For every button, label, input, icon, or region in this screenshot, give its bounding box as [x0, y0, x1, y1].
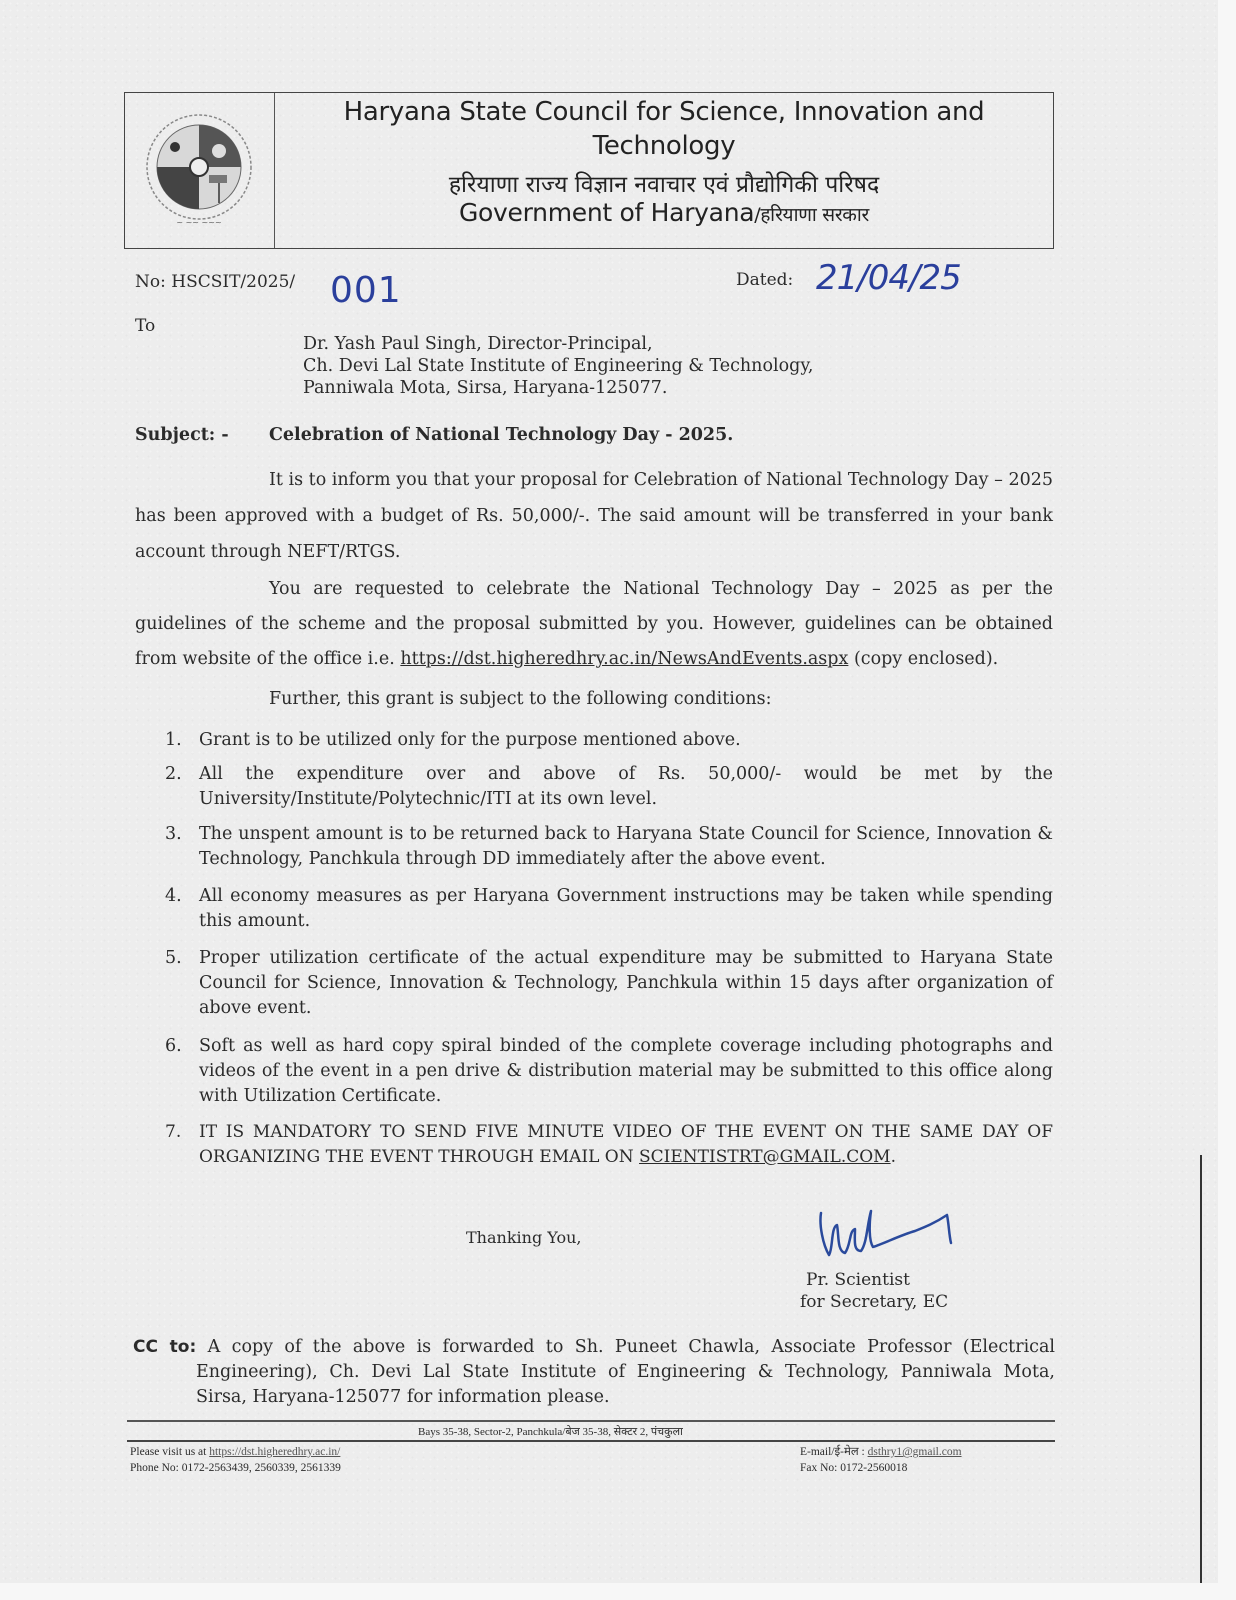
recipient-line: Dr. Yash Paul Singh, Director-Principal,: [303, 334, 653, 354]
thanking-you: Thanking You,: [466, 1228, 582, 1247]
condition-text: Soft as well as hard copy spiral binded of the complete coverage including photographs and videos of the event in a pen drive & distribution material may be submitted to this office along with Utilization Certificate.: [199, 1036, 1053, 1106]
footer-divider-bottom: [127, 1440, 1055, 1442]
government-english: Government of Haryana: [458, 198, 755, 227]
footer-address: Bays 35-38, Sector-2, Panchkula/बेज 35-38, सेक्टर 2, पंचकुला: [418, 1426, 683, 1438]
email-label: E-mail/ई-मेल :: [800, 1446, 868, 1458]
government-hindi: /हरियाणा सरकार: [754, 204, 869, 226]
paragraph-guidelines: [135, 572, 1053, 677]
paragraph-approval: [135, 462, 1053, 570]
guidelines-link[interactable]: https://dst.higheredhry.ac.in/NewsAndEvents.aspx: [400, 649, 849, 669]
svg-text:~ ~~ ~~~: ~ ~~ ~~~: [176, 218, 222, 227]
condition-number: 5.: [165, 948, 182, 968]
government-line: [275, 198, 1053, 227]
scan-edge-line: [1200, 1155, 1202, 1583]
footer-email-link[interactable]: dsthry1@gmail.com: [867, 1446, 962, 1458]
footer-phone: Phone No: 0172-2563439, 2560339, 2561339: [130, 1462, 341, 1474]
video-email-link[interactable]: SCIENTISTRT@GMAIL.COM: [639, 1147, 891, 1167]
condition-text: All the expenditure over and above of Rs. 50,000/- would be met by the University/Institute/Polytechnic/ITI at its own level.: [199, 764, 1053, 809]
condition-item: [135, 1120, 1053, 1170]
condition-text-mandatory: IT IS MANDATORY TO SEND FIVE MINUTE VIDEO OF THE EVENT ON THE SAME DAY OF ORGANIZING THE EVENT THROUGH EMAIL ON: [199, 1122, 1053, 1167]
paragraph-guidelines-text: You are requested to celebrate the National Technology Day – 2025 as per the guidelines of the scheme and the proposal submitted by you. However, guidelines can be obtained from website of the office i.e.: [135, 579, 1053, 669]
footer-fax: Fax No: 0172-2560018: [800, 1462, 908, 1474]
condition-text-suffix: .: [890, 1147, 896, 1167]
cc-line1: [133, 1335, 1055, 1360]
footer-contact-right: [800, 1444, 962, 1476]
condition-number: 2.: [165, 764, 182, 784]
condition-item: [135, 1034, 1053, 1109]
condition-text: Proper utilization certificate of the actual expenditure may be submitted to Haryana State Council for Science, Innovation & Technology, Panchkula within 15 days after organization of above event.: [199, 948, 1053, 1018]
cc-line3: Sirsa, Haryana-125077 for information please.: [196, 1387, 610, 1407]
condition-number: 7.: [165, 1122, 182, 1142]
council-emblem-icon: [135, 107, 263, 235]
cc-text-line1: A copy of the above is forwarded to Sh. Puneet Chawla, Associate Professor (Electrical: [196, 1337, 1055, 1357]
footer-divider-top: [127, 1420, 1055, 1422]
condition-number: 4.: [165, 886, 182, 906]
org-name-line2: Technology: [592, 131, 736, 161]
org-name-hindi: हरियाणा राज्य विज्ञान नवाचार एवं प्रौद्योगिकी परिषद: [448, 172, 880, 198]
signatory-title: Pr. Scientist: [806, 1270, 910, 1290]
to-label: To: [135, 316, 156, 336]
subject-label: Subject: -: [135, 425, 229, 445]
footer-website-link[interactable]: https://dst.higheredhry.ac.in/: [209, 1446, 341, 1458]
handwritten-reference-number: 001: [330, 270, 402, 311]
condition-number: 1.: [165, 730, 182, 750]
paragraph-approval-text: It is to inform you that your proposal for Celebration of National Technology Day – 2025 has been approved with a budget of Rs. 50,000/-. The said amount will be transferred in your bank account through NEFT/RTGS.: [135, 470, 1053, 562]
recipient-line: Panniwala Mota, Sirsa, Haryana-125077.: [303, 378, 668, 398]
subject-text: Celebration of National Technology Day - 2025.: [269, 425, 734, 445]
footer-contact-left: [130, 1444, 341, 1476]
footer-email-line: [800, 1444, 962, 1460]
condition-item: [135, 822, 1053, 872]
conditions-intro: Further, this grant is subject to the following conditions:: [269, 689, 772, 709]
handwritten-signature-icon: [815, 1205, 965, 1265]
paragraph-guidelines-suffix: (copy enclosed).: [848, 649, 999, 669]
condition-number: 3.: [165, 824, 182, 844]
signatory-subtitle: for Secretary, EC: [800, 1292, 949, 1312]
letterhead-text: [275, 93, 1053, 248]
cc-label: CC to:: [133, 1337, 197, 1357]
condition-text: The unspent amount is to be returned back to Haryana State Council for Science, Innovation & Technology, Panchkula through DD immediately after the above event.: [199, 824, 1053, 869]
condition-text: Grant is to be utilized only for the purpose mentioned above.: [199, 730, 741, 750]
logo-cell: [125, 93, 275, 248]
condition-item: [135, 728, 1053, 753]
footer-website-line: [130, 1444, 341, 1460]
cc-line2: Engineering), Ch. Devi Lal State Institute of Engineering & Technology, Panniwala Mota,: [196, 1362, 1055, 1382]
condition-item: [135, 946, 1053, 1021]
condition-item: [135, 762, 1053, 812]
letterhead: [124, 92, 1054, 249]
visit-label: Please visit us at: [130, 1446, 210, 1458]
condition-number: 6.: [165, 1036, 182, 1056]
handwritten-date: 21/04/25: [816, 258, 961, 298]
org-name-line1: Haryana State Council for Science, Innovation and: [343, 97, 985, 127]
reference-number-label: No: HSCSIT/2025/: [135, 272, 296, 292]
cc-block: [133, 1335, 1055, 1410]
condition-item: [135, 884, 1053, 934]
recipient-line: Ch. Devi Lal State Institute of Engineering & Technology,: [303, 356, 814, 376]
condition-text: All economy measures as per Haryana Government instructions may be taken while spending this amount.: [199, 886, 1053, 931]
dated-label: Dated:: [736, 270, 794, 290]
condition-text: [199, 1120, 1053, 1170]
